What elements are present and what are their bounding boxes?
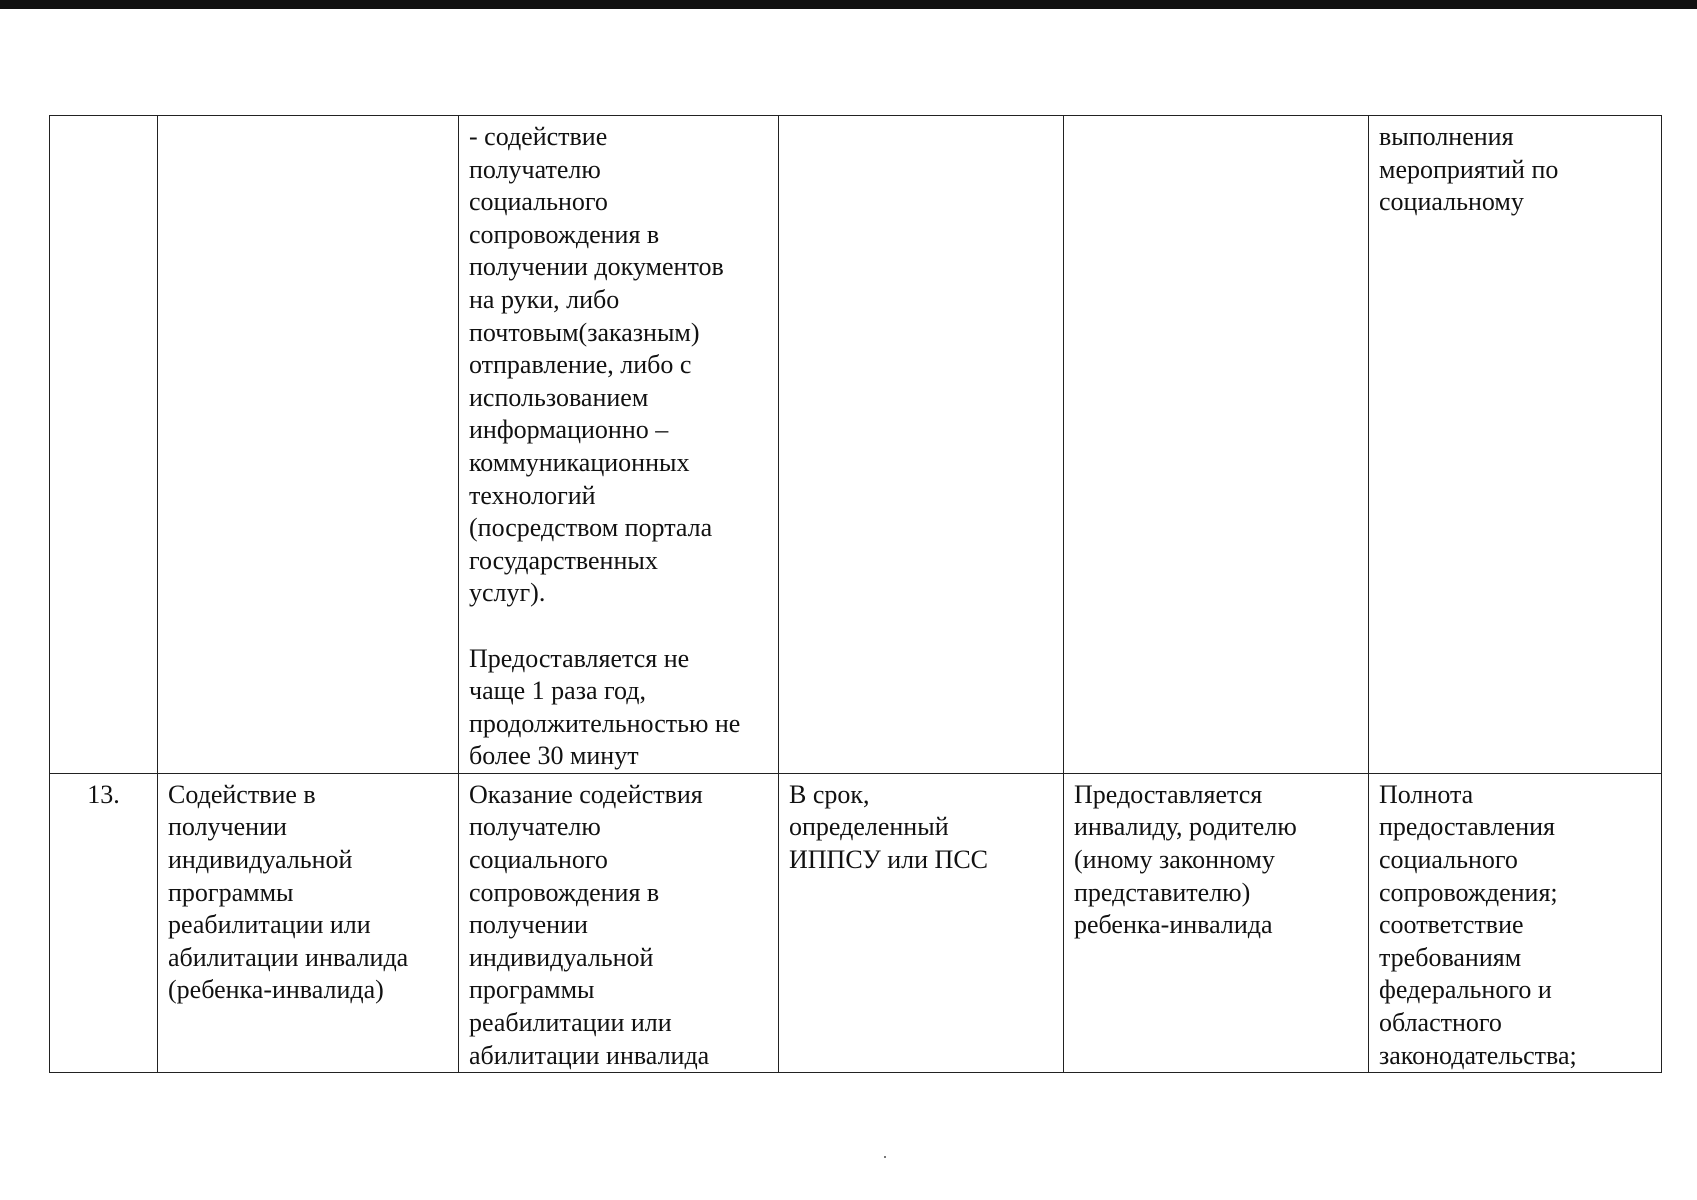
scan-speck <box>884 1156 886 1158</box>
table-row <box>50 116 1662 774</box>
table-row <box>50 773 1662 1072</box>
service-conditions-cell <box>1064 116 1369 774</box>
row-number-cell <box>50 116 158 774</box>
page-top-border <box>0 0 1697 9</box>
row-number-cell: 13. <box>50 773 158 1072</box>
service-name-cell: Содействие в получении индивидуальной программы реабилитации или абилитации инвалида (ребенка-инвалида) <box>158 773 459 1072</box>
quality-indicators-cell: выполнения мероприятий по социальному <box>1369 116 1662 774</box>
service-description-cell: - содействие получателю социального сопровождения в получении документов на руки, либо почтовым(заказным) отправление, либо с использованием информационно – коммуникационных технологий (посредством портала государственных услуг). Предоставляется не чаще 1 раза год, продолжительностью не более 30 минут <box>459 116 779 774</box>
service-description-cell: Оказание содействия получателю социального сопровождения в получении индивидуальной программы реабилитации или абилитации инвалида <box>459 773 779 1072</box>
service-term-cell <box>779 116 1064 774</box>
service-term-cell: В срок, определенный ИППСУ или ПСС <box>779 773 1064 1072</box>
service-conditions-cell: Предоставляется инвалиду, родителю (иному законному представителю) ребенка-инвалида <box>1064 773 1369 1072</box>
service-name-cell <box>158 116 459 774</box>
quality-indicators-cell: Полнота предоставления социального сопровождения; соответствие требованиям федерального и областного законодательства; <box>1369 773 1662 1072</box>
services-table <box>49 115 1662 1073</box>
